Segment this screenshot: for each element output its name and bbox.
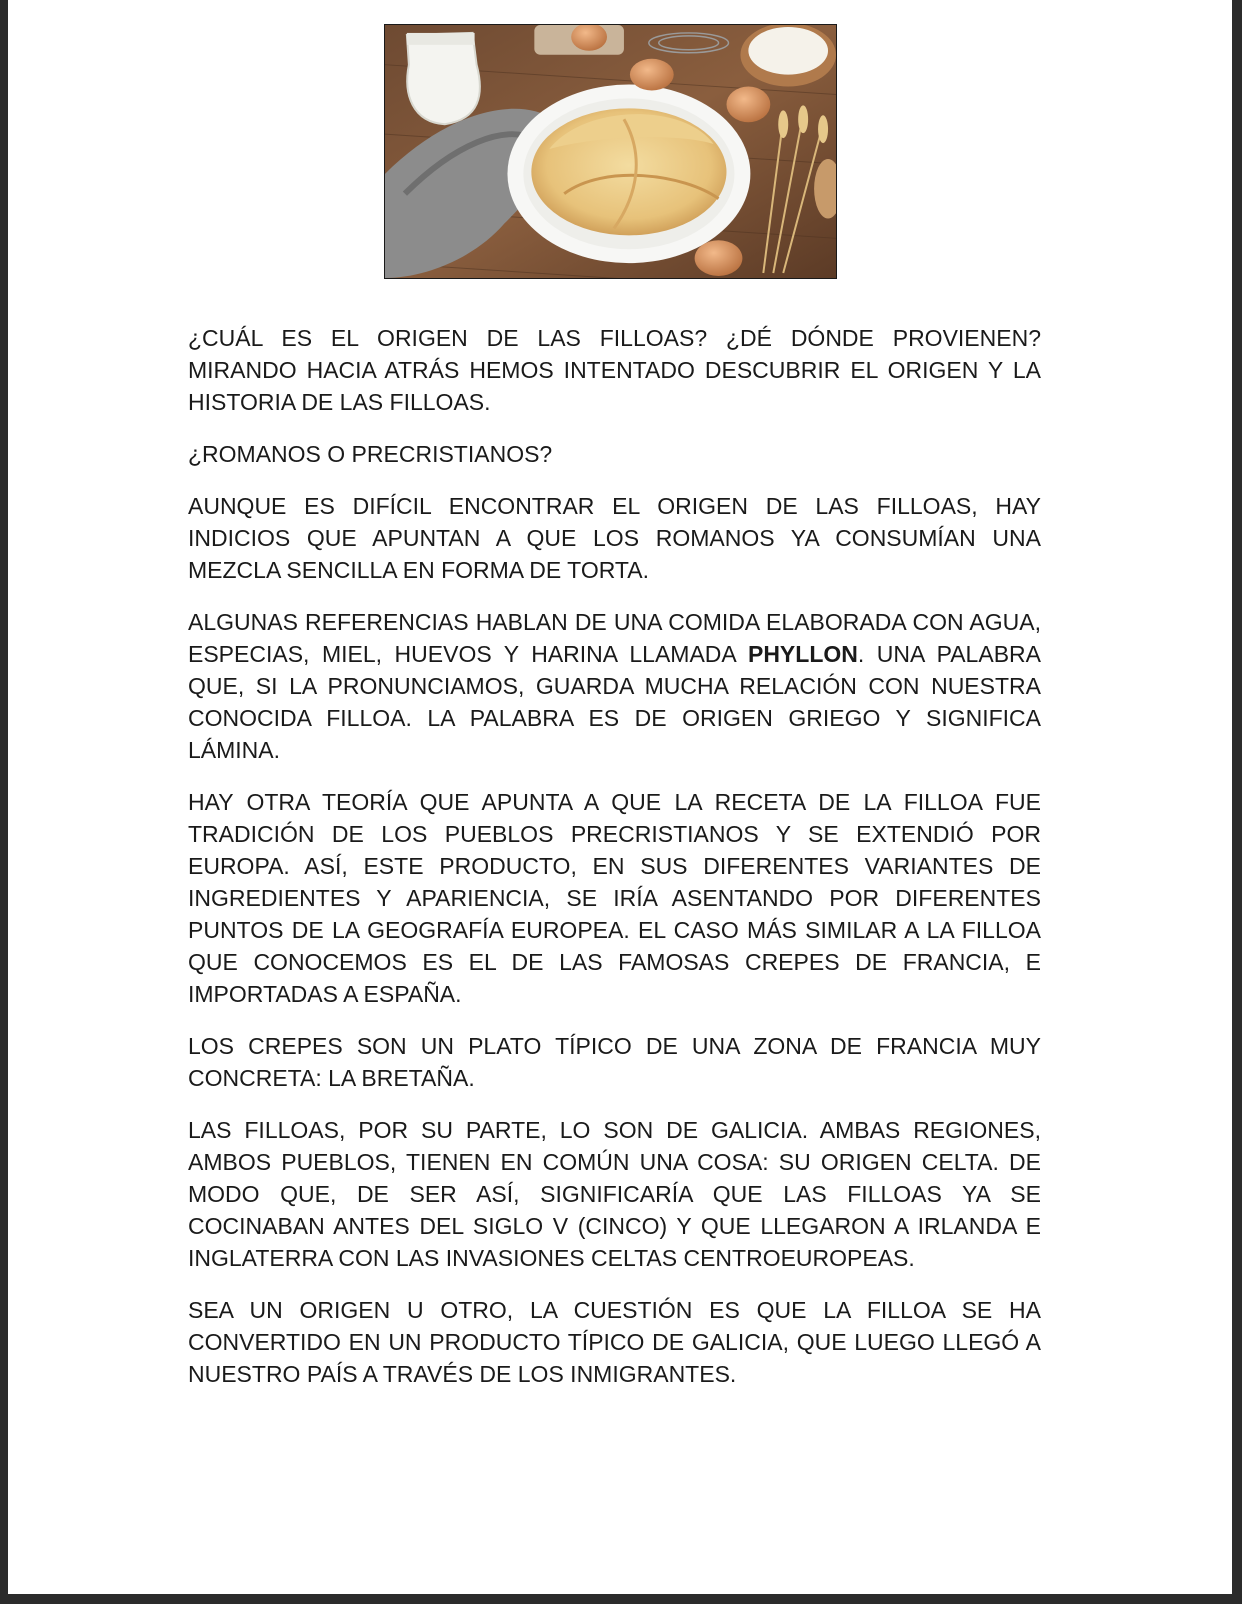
paragraph-crepes: LOS CREPES SON UN PLATO TÍPICO DE UNA ZONA DE FRANCIA MUY CONCRETA: LA BRETAÑA. — [188, 1033, 1041, 1091]
paragraph-galicia: LAS FILLOAS, POR SU PARTE, LO SON DE GALICIA. AMBAS REGIONES, AMBOS PUEBLOS, TIENEN EN COMÚN UNA COSA: SU ORIGEN CELTA. DE MODO QUE, DE SER ASÍ, SIGNIFICARÍA QUE LAS FILLOAS YA SE COCINABAN ANTES DEL SIGLO V (CINCO) Y QUE LLEGARON A IRLANDA E INGLATERRA CON LAS INVASIONES CELTAS CENTROEUROPEAS. — [188, 1117, 1041, 1271]
paragraph-heading: ¿ROMANOS O PRECRISTIANOS? — [188, 441, 553, 467]
phyllon-text-after: . UNA PALABRA QUE, SI LA PRONUNCIAMOS, GUARDA MUCHA RELACIÓN CON NUESTRA CONOCIDA FILLOA. LA PALABRA ES DE ORIGEN GRIEGO Y SIGNIFICA LÁMINA. — [188, 641, 1041, 763]
paragraph-intro: ¿CUÁL ES EL ORIGEN DE LAS FILLOAS? ¿DÉ DÓNDE PROVIENEN? MIRANDO HACIA ATRÁS HEMOS INTENTADO DESCUBRIR EL ORIGEN Y LA HISTORIA DE LAS FILLOAS. — [188, 325, 1041, 415]
paragraph-conclusion: SEA UN ORIGEN U OTRO, LA CUESTIÓN ES QUE LA FILLOA SE HA CONVERTIDO EN UN PRODUCTO TÍPICO DE GALICIA, QUE LUEGO LLEGÓ A NUESTRO PAÍS A TRAVÉS DE LOS INMIGRANTES. — [188, 1297, 1041, 1387]
article-body — [188, 322, 1041, 1410]
paragraph-precristianos: HAY OTRA TEORÍA QUE APUNTA A QUE LA RECETA DE LA FILLOA FUE TRADICIÓN DE LOS PUEBLOS PRECRISTIANOS Y SE EXTENDIÓ POR EUROPA. ASÍ, ESTE PRODUCTO, EN SUS DIFERENTES VARIANTES DE INGREDIENTES Y APARIENCIA, SE IRÍA ASENTANDO POR DIFERENTES PUNTOS DE LA GEOGRAFÍA EUROPEA. EL CASO MÁS SIMILAR A LA FILLOA QUE CONOCEMOS ES EL DE LAS FAMOSAS CREPES DE FRANCIA, E IMPORTADAS A ESPAÑA. — [188, 789, 1041, 1007]
pancakes-photo — [384, 24, 837, 279]
paragraph-phyllon — [188, 606, 1041, 766]
phyllon-text-before: ALGUNAS REFERENCIAS HABLAN DE UNA COMIDA ELABORADA CON AGUA, ESPECIAS, MIEL, HUEVOS Y HARINA LLAMADA — [188, 609, 1041, 667]
paragraph-romans: AUNQUE ES DIFÍCIL ENCONTRAR EL ORIGEN DE LAS FILLOAS, HAY INDICIOS QUE APUNTAN A QUE LOS ROMANOS YA CONSUMÍAN UNA MEZCLA SENCILLA EN FORMA DE TORTA. — [188, 493, 1041, 583]
phyllon-bold: PHYLLON — [747, 641, 858, 667]
pancakes-photo-icon — [385, 25, 836, 278]
document-page[interactable] — [8, 0, 1232, 1594]
